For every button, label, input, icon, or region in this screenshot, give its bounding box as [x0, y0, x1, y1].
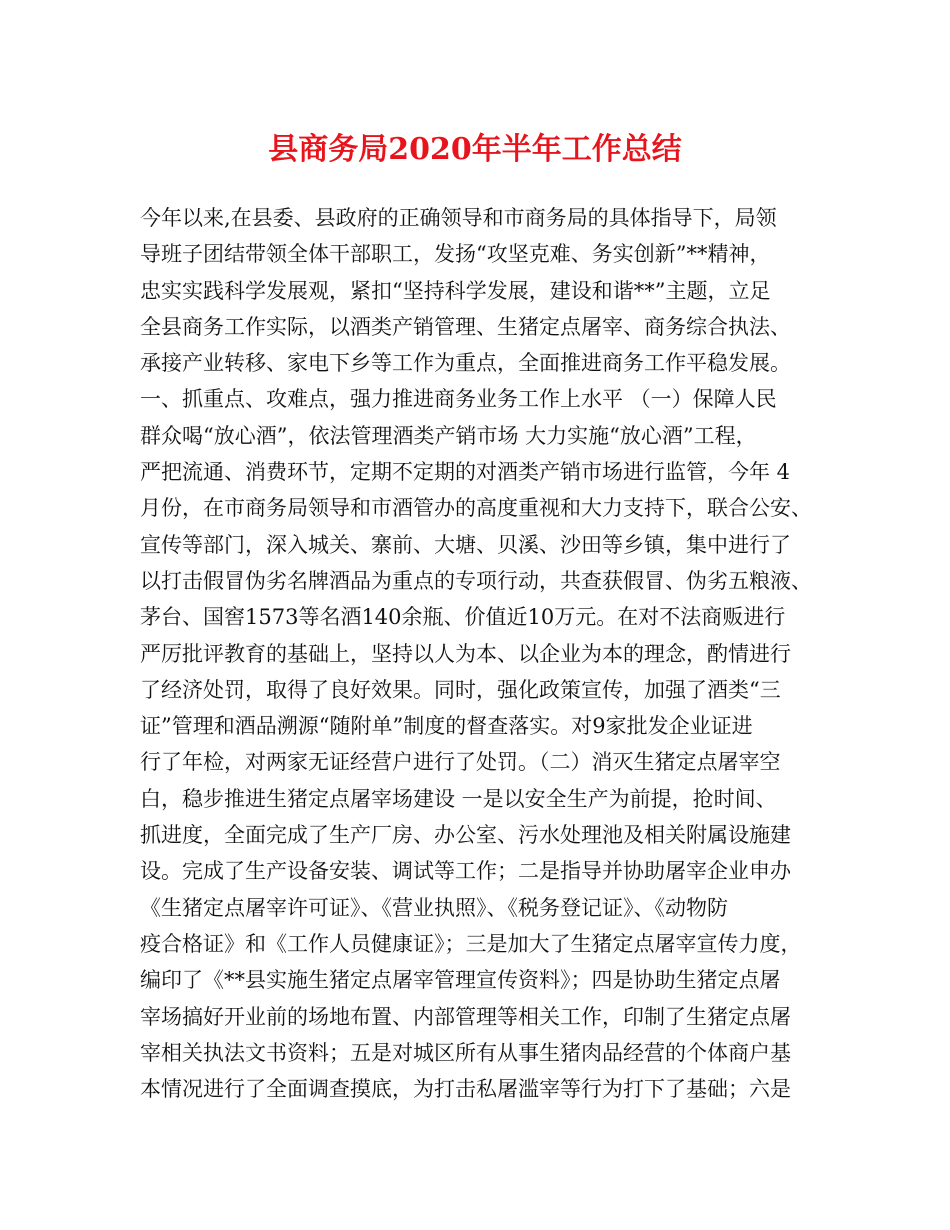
body-line: 导班子团结带领全体干部职工，发扬“攻坚克难、务实创新”**精神，: [140, 242, 771, 267]
body-line: 宣传等部门，深入城关、寨前、大塘、贝溪、沙田等乡镇，集中进行了: [140, 532, 791, 557]
body-line: 忠实实践科学发展观，紧扣“坚持科学发展，建设和谐**”主题，立足: [140, 278, 771, 303]
body-line: 月份，在市商务局领导和市酒管办的高度重视和大力支持下，联合公安、: [140, 496, 812, 521]
document-body: [140, 200, 830, 1107]
body-line: 一、抓重点、攻难点，强力推进商务业务工作上水平 （一）保障人民: [140, 387, 777, 412]
body-line: 严把流通、消费环节，定期不定期的对酒类产销市场进行监管，今年 4: [140, 460, 791, 485]
body-line: 茅台、国窖1573等名酒140余瓶、价值近10万元。在对不法商贩进行: [140, 605, 786, 630]
body-line: 严厉批评教育的基础上，坚持以人为本、以企业为本的理念，酌情进行: [140, 641, 791, 666]
body-line: 行了年检，对两家无证经营户进行了处罚。（二）消灭生猪定点屠宰空: [140, 750, 781, 775]
body-line: 今年以来,在县委、县政府的正确领导和市商务局的具体指导下，局领: [140, 206, 777, 230]
body-line: 抓进度，全面完成了生产厂房、办公室、污水处理池及相关附属设施建: [140, 823, 791, 848]
body-line: 证”管理和酒品溯源“随附单”制度的督查落实。对9家批发企业证进: [140, 714, 753, 739]
body-line: 宰相关执法文书资料；五是对城区所有从事生猪肉品经营的个体商户基: [140, 1040, 791, 1065]
body-line: 了经济处罚，取得了良好效果。同时，强化政策宣传，加强了酒类“三: [140, 677, 781, 702]
body-line: 《生猪定点屠宰许可证》、《营业执照》、《税务登记证》、《动物防: [140, 895, 728, 920]
body-line: 疫合格证》和《工作人员健康证》；三是加大了生猪定点屠宰宣传力度，: [140, 931, 802, 956]
body-line: 全县商务工作实际，以酒类产销管理、生猪定点屠宰、商务综合执法、: [140, 314, 791, 339]
body-line: 本情况进行了全面调查摸底，为打击私屠滥宰等行为打下了基础；六是: [140, 1077, 791, 1102]
body-line: 设。完成了生产设备安装、调试等工作；二是指导并协助屠宰企业申办: [140, 859, 791, 884]
body-line: 白，稳步推进生猪定点屠宰场建设 一是以安全生产为前提，抢时间、: [140, 786, 777, 811]
body-line: 以打击假冒伪劣名牌酒品为重点的专项行动，共查获假冒、伪劣五粮液、: [140, 568, 812, 593]
body-line: 编印了《**县实施生猪定点屠宰管理宣传资料》；四是协助生猪定点屠: [140, 968, 781, 993]
body-line: 群众喝“放心酒”，依法管理酒类产销市场 大力实施“放心酒”工程，: [140, 423, 757, 448]
body-line: 宰场搞好开业前的场地布置、内部管理等相关工作，印制了生猪定点屠: [140, 1004, 791, 1029]
document-title: 县商务局2020年半年工作总结: [268, 132, 682, 167]
body-line: 承接产业转移、家电下乡等工作为重点，全面推进商务工作平稳发展。: [140, 351, 791, 376]
